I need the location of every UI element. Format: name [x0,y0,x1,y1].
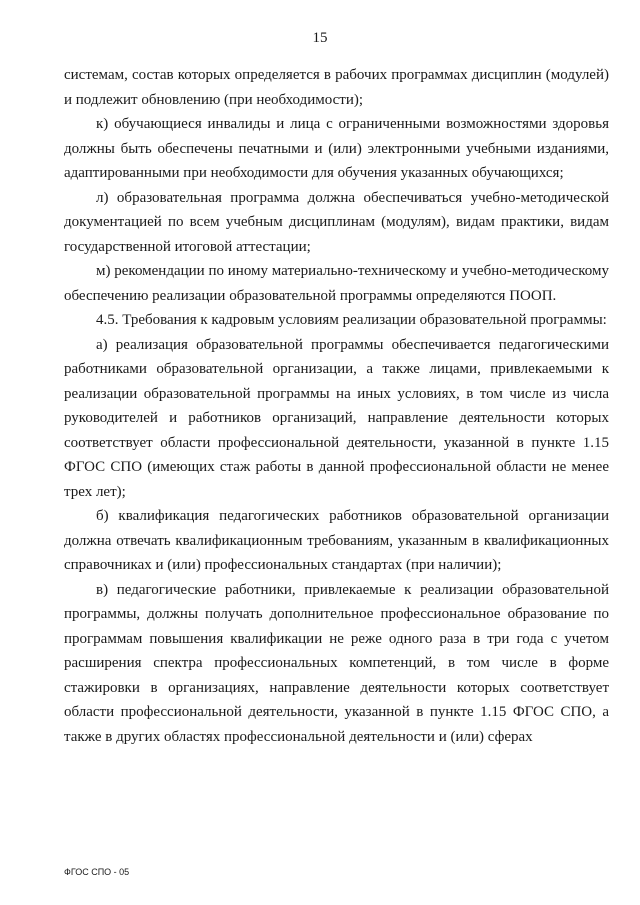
paragraph-continuation: системам, состав которых определяется в рабочих программах дисциплин (модулей) и подлежит обновлению (при необходимости); [64,67,609,108]
paragraph-item-v: в) педагогические работники, привлекаемые к реализации образовательной программы, должны получать дополнительное профессиональное образование по программам повышения квалификации не реже одного раза в три года с учетом расширения спектра профессиональных компетенций, в том числе в форме стажировки в организациях, направление деятельности которых соответствует области профессиональной деятельности, указанной в пункте 1.15 ФГОС СПО, а также в других областях профессиональной деятельности и (или) сферах [64,581,609,745]
paragraph-item-m: м) рекомендации по иному материально-техническому и учебно-методическому обеспечению реализации образовательной программы определяются ПООП. [64,263,609,304]
section-heading-4-5: 4.5. Требования к кадровым условиям реализации образовательной программы: [96,312,607,328]
paragraph-item-l: л) образовательная программа должна обеспечиваться учебно-методической документацией по всем учебным дисциплинам (модулям), видам практики, видам государственной итоговой аттестации; [64,189,609,255]
paragraph-item-k: к) обучающиеся инвалиды и лица с ограниченными возможностями здоровья должны быть обеспечены печатными и (или) электронными учебными изданиями, адаптированными при необходимости для обучения указанных обучающихся; [64,116,609,181]
paragraph-item-a: а) реализация образовательной программы обеспечивается педагогическими работниками образовательной организации, а также лицами, привлекаемыми к реализации образовательной программы на иных условиях, в том числе из числа руководителей и работников организаций, направление деятельности которых соответствует области профессиональной деятельности, указанной в пункте 1.15 ФГОС СПО (имеющих стаж работы в данной профессиональной области не менее трех лет); [64,336,609,500]
page-number: 15 [312,30,328,46]
page-footer: ФГОС СПО - 05 [64,867,130,877]
paragraph-item-b: б) квалификация педагогических работников образовательной организации должна отвечать квалификационным требованиям, указанным в квалификационных справочниках и (или) профессиональных стандартах (при наличии); [64,508,609,573]
document-body [64,63,609,749]
